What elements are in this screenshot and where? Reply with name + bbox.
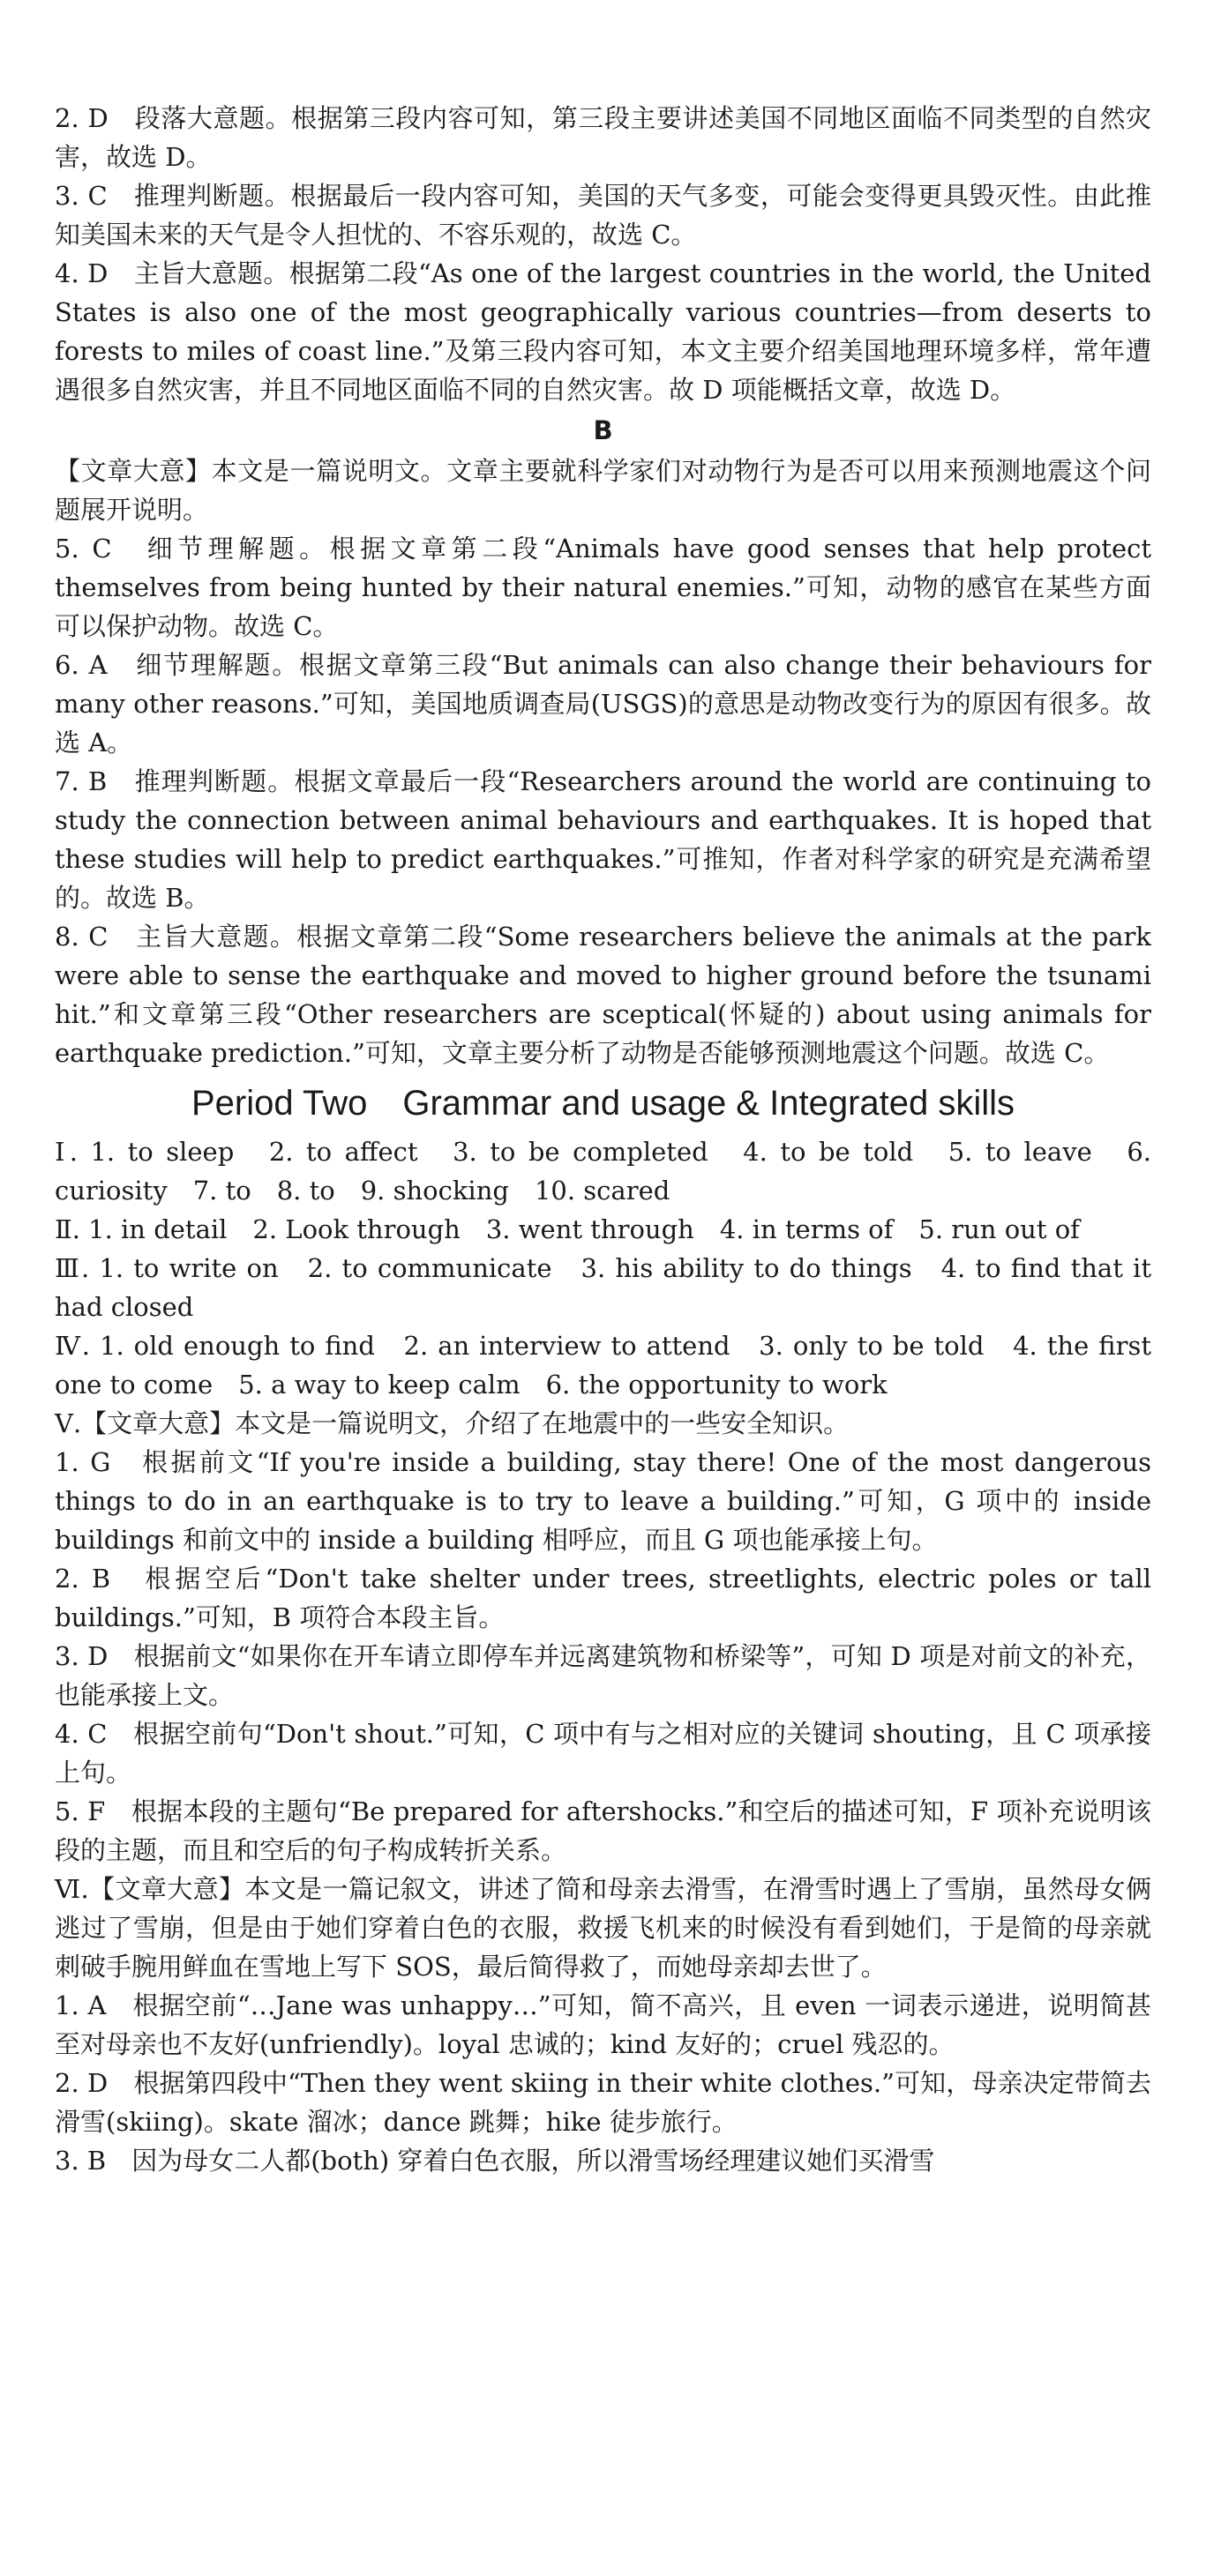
exercise-answers: Ⅱ. 1. in detail 2. Look through 3. went through 4. in terms of 5. run out of bbox=[55, 1214, 1080, 1244]
answer-paragraph: 6. A 细节理解题。根据文章第三段“But animals can also change their behaviours for many other reasons.”可知，美国地质调查局(USGS)的意思是动物改变行为的原因有很多。故选 A。 bbox=[55, 650, 1151, 758]
exercise-answers: Ⅳ. 1. old enough to find 2. an interview to attend 3. only to be told 4. the first one to come 5. a way to keep calm 6. the opportunity to work bbox=[55, 1331, 1151, 1400]
passage-summary: Ⅴ.【文章大意】本文是一篇说明文，介绍了在地震中的一些安全知识。 bbox=[55, 1408, 850, 1438]
answer-paragraph: 3. D 根据前文“如果你在开车请立即停车并远离建筑物和桥梁等”，可知 D 项是对前文的补充，也能承接上文。 bbox=[55, 1641, 1151, 1710]
answer-paragraph: 7. B 推理判断题。根据文章最后一段“Researchers around the world are continuing to study the connection between animal behaviours and earthquakes. It is hoped that these studies will help to predict earthquakes.”可推知，作者对科学家的研究是充满希望的。故选 B。 bbox=[55, 766, 1151, 913]
answer-paragraph: 4. C 根据空前句“Don't shout.”可知，C 项中有与之相对应的关键词 shouting，且 C 项承接上句。 bbox=[55, 1719, 1151, 1788]
answer-paragraph: 3. B 因为母女二人都(both) 穿着白色衣服，所以滑雪场经理建议她们买滑雪 bbox=[55, 2146, 935, 2176]
answer-paragraph: 8. C 主旨大意题。根据文章第二段“Some researchers believe the animals at the park were able to sense the earthquake and moved to higher ground before the tsunami hit.”和文章第三段“Other researchers are sceptical(怀疑的) about using animals for earthquake prediction.”可知，文章主要分析了动物是否能够预测地震这个问题。故选 C。 bbox=[55, 922, 1151, 1068]
answer-paragraph: 5. F 根据本段的主题句“Be prepared for aftershocks.”和空后的描述可知，F 项补充说明该段的主题，而且和空后的句子构成转折关系。 bbox=[55, 1796, 1151, 1865]
answer-paragraph: 1. G 根据前文“If you're inside a building, stay there! One of the most dangerous things to do in an earthquake is to try to leave a building.”可知，G 项中的 inside buildings 和前文中的 inside a building 相呼应，而且 G 项也能承接上句。 bbox=[55, 1447, 1151, 1555]
answer-paragraph: 2. B 根据空后“Don't take shelter under trees, streetlights, electric poles or tall buildings.”可知，B 项符合本段主旨。 bbox=[55, 1564, 1151, 1632]
answer-paragraph: 5. C 细节理解题。根据文章第二段“Animals have good senses that help protect themselves from being hunted by their natural enemies.”可知，动物的感官在某些方面可以保护动物。故选 C。 bbox=[55, 534, 1151, 641]
period-title: Period Two Grammar and usage & Integrated skills bbox=[191, 1084, 1015, 1123]
exercise-answers: Ⅰ. 1. to sleep 2. to affect 3. to be completed 4. to be told 5. to leave 6. curiosity 7. to 8. to 9. shocking 10. scared bbox=[55, 1137, 1151, 1206]
passage-summary: 【文章大意】本文是一篇说明文。文章主要就科学家们对动物行为是否可以用来预测地震这个问题展开说明。 bbox=[55, 456, 1151, 525]
exercise-answers: Ⅲ. 1. to write on 2. to communicate 3. his ability to do things 4. to find that it had closed bbox=[55, 1253, 1151, 1322]
section-b-heading: B bbox=[593, 415, 613, 445]
answer-paragraph: 4. D 主旨大意题。根据第二段“As one of the largest countries in the world, the United States is also one of the most geographically various countries—from deserts to forests to miles of coast line.”及第三段内容可知，本文主要介绍美国地理环境多样，常年遭遇很多自然灾害，并且不同地区面临不同的自然灾害。故 D 项能概括文章，故选 D。 bbox=[55, 258, 1151, 405]
answer-paragraph: 3. C 推理判断题。根据最后一段内容可知，美国的天气多变，可能会变得更具毁灭性。由此推知美国未来的天气是令人担忧的、不容乐观的，故选 C。 bbox=[55, 181, 1151, 250]
answer-paragraph: 2. D 根据第四段中“Then they went skiing in their white clothes.”可知，母亲决定带简去滑雪(skiing)。skate 溜冰；dance 跳舞；hike 徒步旅行。 bbox=[55, 2068, 1151, 2137]
answer-paragraph: 2. D 段落大意题。根据第三段内容可知，第三段主要讲述美国不同地区面临不同类型的自然灾害，故选 D。 bbox=[55, 103, 1151, 172]
passage-summary: Ⅵ.【文章大意】本文是一篇记叙文，讲述了简和母亲去滑雪，在滑雪时遇上了雪崩，虽然母女俩逃过了雪崩，但是由于她们穿着白色的衣服，救援飞机来的时候没有看到她们，于是简的母亲就刺破手腕用鲜血在雪地上写下 SOS，最后简得救了，而她母亲却去世了。 bbox=[55, 1874, 1151, 1982]
answer-paragraph: 1. A 根据空前“…Jane was unhappy…”可知，简不高兴，且 even 一词表示递进，说明简甚至对母亲也不友好(unfriendly)。loyal 忠诚的；kind 友好的；cruel 残忍的。 bbox=[55, 1990, 1151, 2059]
